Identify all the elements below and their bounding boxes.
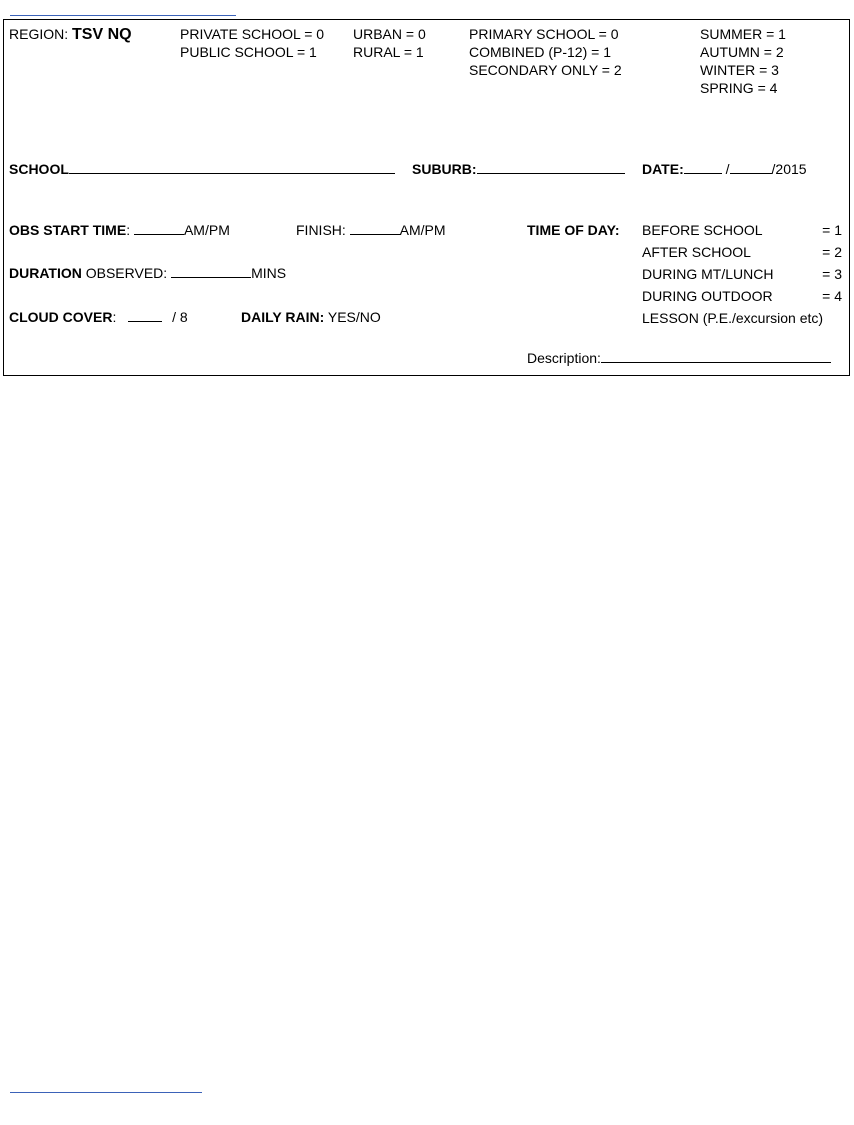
tod-option-name: DURING MT/LUNCH (642, 266, 774, 282)
region-label: REGION: (9, 26, 69, 42)
description-label: Description: (527, 350, 601, 366)
date-month-blank[interactable] (730, 160, 772, 174)
bottom-divider (10, 1092, 202, 1093)
date-day-blank[interactable] (684, 160, 722, 174)
suburb-blank[interactable] (477, 160, 625, 174)
location-codes (353, 25, 426, 61)
code-winter: WINTER = 3 (700, 62, 779, 78)
code-public: PUBLIC SCHOOL = 1 (180, 44, 317, 60)
code-combined: COMBINED (P-12) = 1 (469, 44, 611, 60)
code-urban: URBAN = 0 (353, 26, 426, 42)
season-codes (700, 25, 786, 97)
finish-label: FINISH: (296, 222, 346, 238)
suburb-label: SUBURB: (412, 161, 477, 177)
region-value: TSV NQ (72, 26, 132, 43)
tod-option-lunch (642, 265, 842, 283)
tod-option-name: DURING OUTDOOR (642, 288, 773, 304)
tod-option-code: = 4 (822, 288, 842, 304)
school-field (9, 160, 395, 178)
code-autumn: AUTUMN = 2 (700, 44, 784, 60)
obs-start-suffix: AM/PM (183, 222, 230, 238)
date-label: DATE: (642, 161, 684, 177)
school-label: SCHOOL (9, 161, 69, 177)
suburb-field (412, 160, 625, 178)
obs-start-colon: : (126, 222, 131, 238)
daily-rain-label: DAILY RAIN: (241, 309, 325, 325)
cloud-cover-colon: : (112, 309, 117, 325)
finish-suffix: AM/PM (399, 222, 446, 238)
cloud-cover-field (9, 308, 188, 326)
finish-blank[interactable] (350, 221, 400, 235)
duration-field (9, 264, 286, 282)
tod-option-code: = 3 (822, 266, 842, 282)
description-blank[interactable] (601, 349, 831, 363)
tod-option-extra: LESSON (P.E./excursion etc) (642, 310, 824, 326)
obs-start-label: OBS START TIME (9, 222, 127, 238)
date-year: /2015 (771, 161, 807, 177)
duration-suffix: MINS (251, 265, 287, 281)
cloud-cover-blank[interactable] (128, 308, 162, 322)
cloud-cover-label: CLOUD COVER (9, 309, 113, 325)
daily-rain-field (241, 308, 381, 326)
code-secondary: SECONDARY ONLY = 2 (469, 62, 622, 78)
school-blank[interactable] (69, 160, 395, 174)
code-private: PRIVATE SCHOOL = 0 (180, 26, 325, 42)
school-type-codes (180, 25, 324, 61)
tod-option-outdoor (642, 287, 842, 305)
tod-option-name: AFTER SCHOOL (642, 244, 751, 260)
code-primary: PRIMARY SCHOOL = 0 (469, 26, 619, 42)
time-of-day-options (642, 221, 842, 327)
description-field (527, 349, 831, 367)
tod-option-before (642, 221, 842, 239)
school-level-codes (469, 25, 622, 79)
region-field (9, 25, 132, 44)
finish-field (296, 221, 446, 239)
code-rural: RURAL = 1 (353, 44, 424, 60)
duration-label-observed: OBSERVED: (85, 265, 168, 281)
obs-start-blank[interactable] (134, 221, 184, 235)
observation-form (3, 19, 850, 376)
tod-option-after (642, 243, 842, 261)
tod-option-name: BEFORE SCHOOL (642, 222, 763, 238)
daily-rain-value[interactable]: YES/NO (327, 309, 381, 325)
tod-option-code: = 1 (822, 222, 842, 238)
code-spring: SPRING = 4 (700, 80, 778, 96)
date-separator: / (725, 161, 730, 177)
duration-blank[interactable] (171, 264, 251, 278)
tod-option-code: = 2 (822, 244, 842, 260)
obs-start-field (9, 221, 230, 239)
date-field (642, 160, 807, 178)
top-divider (10, 15, 236, 16)
cloud-cover-suffix: / 8 (172, 309, 188, 325)
time-of-day-label: TIME OF DAY: (527, 222, 620, 238)
duration-label: DURATION (9, 265, 82, 281)
code-summer: SUMMER = 1 (700, 26, 786, 42)
